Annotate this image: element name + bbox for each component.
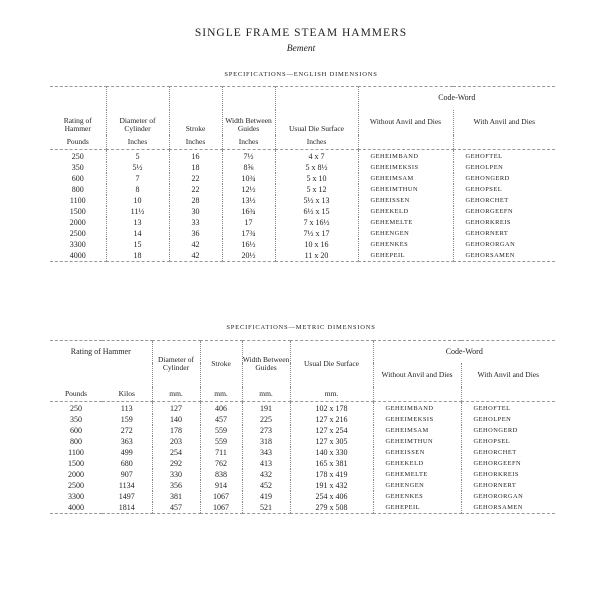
cell-without: GEHEKELD: [373, 458, 461, 469]
cell-with: GEHOFTEL: [453, 150, 555, 163]
cell-pounds: 1500: [68, 459, 84, 468]
cell-without: GEHEIMTHUN: [373, 436, 461, 447]
table-row: [50, 250, 555, 262]
cell-diameter: 140: [152, 414, 200, 425]
english-spec-table: [50, 86, 555, 262]
cell-pounds: 4000: [68, 503, 84, 512]
cell-without: GEHEIMTHUN: [358, 184, 453, 195]
cell-diameter: 254: [152, 447, 200, 458]
cell-die: 127 x 254: [290, 425, 373, 436]
cell-pounds: 2000: [68, 470, 84, 479]
header-diameter: Diameter of Cylinder: [106, 87, 169, 136]
unit-label: Kilos: [118, 389, 135, 398]
header-code-word: Code-Word: [358, 87, 555, 110]
header-stroke: Stroke: [169, 87, 222, 136]
cell-diameter: 292: [152, 458, 200, 469]
cell-die: 7 x 16½: [275, 217, 358, 228]
cell-width: 12½: [222, 184, 275, 195]
table-row: [50, 480, 555, 491]
unit-label: Inches: [275, 135, 358, 150]
cell-width: 225: [242, 414, 290, 425]
metric-spec-table: [50, 340, 555, 514]
cell-diameter: 11½: [106, 206, 169, 217]
cell-width: 17¾: [222, 228, 275, 239]
header-with-anvil: With Anvil and Dies: [453, 110, 555, 135]
cell-diameter: 5: [106, 150, 169, 163]
cell-die: 140 x 330: [290, 447, 373, 458]
cell-pounds: 800: [70, 437, 82, 446]
unit-label: mm.: [200, 387, 242, 402]
header-rating: Rating of Hammer: [70, 347, 131, 356]
cell-die: 6½ x 15: [275, 206, 358, 217]
cell-with: GEHOFTEL: [461, 402, 555, 415]
english-section-title: SPECIFICATIONS—ENGLISH DIMENSIONS: [224, 71, 378, 78]
cell-without: GEHENKES: [358, 239, 453, 250]
cell-with: GEHORSAMEN: [461, 502, 555, 514]
cell-stroke: 762: [200, 458, 242, 469]
cell-rating: 2000: [69, 218, 86, 227]
cell-pounds: 600: [70, 426, 82, 435]
cell-without: GEHEIMBAND: [358, 150, 453, 163]
cell-stroke: 559: [200, 436, 242, 447]
cell-stroke: 42: [169, 239, 222, 250]
cell-diameter: 457: [152, 502, 200, 514]
header-without-anvil: Without Anvil and Dies: [358, 110, 453, 135]
cell-pounds: 250: [70, 404, 82, 413]
table-row: [50, 162, 555, 173]
table-row: [50, 206, 555, 217]
cell-width: 17: [222, 217, 275, 228]
cell-without: GEHEIMEKSIS: [358, 162, 453, 173]
header-with-anvil: With Anvil and Dies: [461, 363, 555, 387]
header-width: Width Between Guides: [222, 87, 275, 136]
cell-with: GEHONGERD: [453, 173, 555, 184]
cell-without: GEHEISSEN: [358, 195, 453, 206]
cell-diameter: 178: [152, 425, 200, 436]
cell-kilos: 1134: [118, 481, 135, 490]
cell-with: GEHORORGAN: [453, 239, 555, 250]
cell-with: GEHOLPEN: [461, 414, 555, 425]
table-row: [50, 195, 555, 206]
cell-with: GEHOPSEL: [453, 184, 555, 195]
cell-stroke: 36: [169, 228, 222, 239]
cell-diameter: 13: [106, 217, 169, 228]
cell-width: 16¾: [222, 206, 275, 217]
table-row: [50, 436, 555, 447]
page-title: SINGLE FRAME STEAM HAMMERS: [194, 27, 408, 39]
cell-diameter: 14: [106, 228, 169, 239]
cell-rating: 1500: [69, 207, 86, 216]
cell-kilos: 363: [120, 437, 133, 446]
cell-with: GEHORCHET: [461, 447, 555, 458]
cell-width: 16½: [222, 239, 275, 250]
cell-with: GEHORORGAN: [461, 491, 555, 502]
cell-stroke: 1067: [200, 502, 242, 514]
cell-kilos: 272: [120, 426, 133, 435]
cell-with: GEHORCHET: [453, 195, 555, 206]
cell-with: GEHORGEEFN: [453, 206, 555, 217]
cell-rating: 2500: [69, 229, 86, 238]
unit-label: mm.: [152, 387, 200, 402]
cell-without: GEHEMELTE: [373, 469, 461, 480]
cell-die: 4 x 7: [275, 150, 358, 163]
table-row: [50, 425, 555, 436]
cell-die: 191 x 432: [290, 480, 373, 491]
cell-die: 127 x 305: [290, 436, 373, 447]
table-row: [50, 469, 555, 480]
cell-with: GEHORKREIS: [453, 217, 555, 228]
cell-with: GEHONGERD: [461, 425, 555, 436]
page-subtitle: Bement: [286, 44, 316, 54]
cell-die: 5 x 8½: [275, 162, 358, 173]
cell-width: 7½: [222, 150, 275, 163]
header-width: Width Between Guides: [242, 341, 290, 388]
cell-diameter: 330: [152, 469, 200, 480]
cell-width: 432: [242, 469, 290, 480]
cell-without: GEHEISSEN: [373, 447, 461, 458]
cell-kilos: 499: [120, 448, 133, 457]
cell-width: 13½: [222, 195, 275, 206]
table-row: [50, 414, 555, 425]
cell-rating: 1100: [69, 196, 86, 205]
cell-without: GEHEPEIL: [373, 502, 461, 514]
cell-pounds: 2500: [68, 481, 84, 490]
cell-diameter: 15: [106, 239, 169, 250]
cell-rating: 350: [71, 163, 84, 172]
cell-stroke: 28: [169, 195, 222, 206]
cell-without: GEHENGEN: [373, 480, 461, 491]
cell-stroke: 838: [200, 469, 242, 480]
unit-label: Inches: [169, 135, 222, 150]
cell-with: GEHORNERT: [453, 228, 555, 239]
cell-without: GEHEIMEKSIS: [373, 414, 461, 425]
header-die-surface: Usual Die Surface: [290, 341, 373, 388]
cell-die: 102 x 178: [290, 402, 373, 415]
header-diameter: Diameter of Cylinder: [152, 341, 200, 388]
cell-rating: 800: [71, 185, 84, 194]
cell-diameter: 10: [106, 195, 169, 206]
cell-kilos: 113: [120, 404, 133, 413]
cell-die: 165 x 381: [290, 458, 373, 469]
cell-stroke: 1067: [200, 491, 242, 502]
table-row: [50, 491, 555, 502]
table-row: [50, 502, 555, 514]
unit-label: Inches: [222, 135, 275, 150]
unit-label: mm.: [242, 387, 290, 402]
cell-stroke: 16: [169, 150, 222, 163]
cell-stroke: 22: [169, 173, 222, 184]
cell-width: 191: [242, 402, 290, 415]
unit-label: Inches: [106, 135, 169, 150]
cell-pounds: 3300: [68, 492, 84, 501]
cell-width: 521: [242, 502, 290, 514]
cell-diameter: 381: [152, 491, 200, 502]
header-rating: Rating of Hammer: [63, 116, 92, 133]
cell-width: 318: [242, 436, 290, 447]
cell-width: 419: [242, 491, 290, 502]
unit-label: Pounds: [66, 137, 89, 146]
cell-die: 10 x 16: [275, 239, 358, 250]
cell-diameter: 356: [152, 480, 200, 491]
cell-diameter: 8: [106, 184, 169, 195]
header-without-anvil: Without Anvil and Dies: [373, 363, 461, 387]
cell-stroke: 30: [169, 206, 222, 217]
cell-die: 5 x 12: [275, 184, 358, 195]
cell-without: GEHENKES: [373, 491, 461, 502]
cell-stroke: 914: [200, 480, 242, 491]
header-stroke: Stroke: [200, 341, 242, 388]
cell-without: GEHEIMSAM: [373, 425, 461, 436]
cell-with: GEHORGEEFN: [461, 458, 555, 469]
cell-kilos: 680: [120, 459, 133, 468]
cell-diameter: 18: [106, 250, 169, 262]
cell-stroke: 18: [169, 162, 222, 173]
cell-with: GEHOLPEN: [453, 162, 555, 173]
cell-stroke: 42: [169, 250, 222, 262]
cell-width: 10¾: [222, 173, 275, 184]
cell-stroke: 22: [169, 184, 222, 195]
cell-diameter: 127: [152, 402, 200, 415]
cell-die: 127 x 216: [290, 414, 373, 425]
cell-stroke: 559: [200, 425, 242, 436]
table-row: [50, 239, 555, 250]
cell-die: 7½ x 17: [275, 228, 358, 239]
cell-width: 413: [242, 458, 290, 469]
cell-die: 279 x 508: [290, 502, 373, 514]
header-code-word: Code-Word: [373, 341, 555, 364]
cell-kilos: 907: [120, 470, 133, 479]
cell-rating: 250: [71, 152, 84, 161]
cell-with: GEHORNERT: [461, 480, 555, 491]
cell-without: GEHENGEN: [358, 228, 453, 239]
cell-width: 20½: [222, 250, 275, 262]
cell-diameter: 5½: [106, 162, 169, 173]
cell-without: GEHEIMBAND: [373, 402, 461, 415]
cell-width: 8⅝: [222, 162, 275, 173]
unit-label: Pounds: [64, 389, 88, 398]
cell-kilos: 159: [120, 415, 133, 424]
table-row: [50, 217, 555, 228]
header-die-surface: Usual Die Surface: [275, 87, 358, 136]
cell-diameter: 7: [106, 173, 169, 184]
table-row: [50, 228, 555, 239]
cell-kilos: 1814: [118, 503, 135, 512]
cell-pounds: 1100: [68, 448, 84, 457]
cell-die: 5½ x 13: [275, 195, 358, 206]
cell-die: 5 x 10: [275, 173, 358, 184]
cell-width: 273: [242, 425, 290, 436]
metric-section-title: SPECIFICATIONS—METRIC DIMENSIONS: [226, 324, 376, 331]
cell-pounds: 350: [70, 415, 82, 424]
cell-without: GEHEMELTE: [358, 217, 453, 228]
cell-with: GEHORSAMEN: [453, 250, 555, 262]
cell-rating: 600: [71, 174, 84, 183]
cell-die: 11 x 20: [275, 250, 358, 262]
cell-without: GEHEIMSAM: [358, 173, 453, 184]
cell-width: 452: [242, 480, 290, 491]
table-row: [50, 173, 555, 184]
cell-stroke: 711: [200, 447, 242, 458]
cell-with: GEHORKREIS: [461, 469, 555, 480]
cell-width: 343: [242, 447, 290, 458]
unit-label: mm.: [290, 387, 373, 402]
table-row: [50, 447, 555, 458]
table-row: [50, 458, 555, 469]
cell-rating: 3300: [69, 240, 86, 249]
cell-without: GEHEKELD: [358, 206, 453, 217]
cell-stroke: 457: [200, 414, 242, 425]
cell-diameter: 203: [152, 436, 200, 447]
cell-die: 178 x 419: [290, 469, 373, 480]
table-row: [50, 184, 555, 195]
table-row: [50, 150, 555, 163]
cell-die: 254 x 406: [290, 491, 373, 502]
cell-stroke: 33: [169, 217, 222, 228]
table-row: [50, 402, 555, 415]
cell-with: GEHOPSEL: [461, 436, 555, 447]
cell-kilos: 1497: [118, 492, 135, 501]
cell-stroke: 406: [200, 402, 242, 415]
cell-rating: 4000: [69, 251, 86, 260]
cell-without: GEHEPEIL: [358, 250, 453, 262]
